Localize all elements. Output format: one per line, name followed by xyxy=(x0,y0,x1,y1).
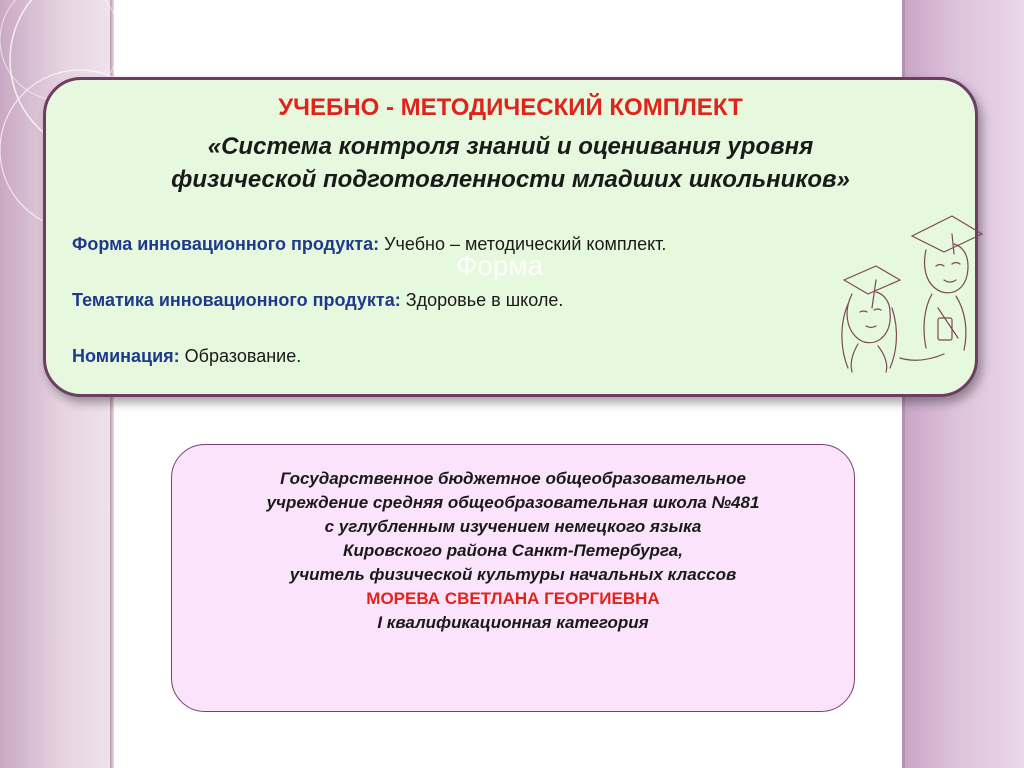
nomination-label: Номинация: xyxy=(72,346,180,366)
kit-subtitle-line1: «Система контроля знаний и оценивания уровня xyxy=(207,133,814,160)
school-line4: Кировского района Санкт-Петербурга, xyxy=(343,541,683,560)
school-line3: с углубленным изучением немецкого языка xyxy=(324,517,702,536)
product-theme-value: Здоровье в школе. xyxy=(405,290,564,310)
author-info-panel xyxy=(171,444,855,712)
watermark-text: Форма xyxy=(456,250,544,281)
graduate-children-sketch-icon xyxy=(834,208,984,373)
kit-subtitle xyxy=(46,130,975,196)
author-info-text xyxy=(172,467,854,635)
kit-subtitle-line2: физической подготовленности младших школьников» xyxy=(171,166,850,193)
nomination-row xyxy=(72,346,301,367)
kit-title: УЧЕБНО - МЕТОДИЧЕСКИЙ КОМПЛЕКТ xyxy=(278,94,743,121)
school-line1: Государственное бюджетное общеобразовательное xyxy=(280,469,746,488)
product-info-panel xyxy=(43,77,978,397)
school-line2: учреждение средняя общеобразовательная школа №481 xyxy=(266,493,760,512)
product-theme-label: Тематика инновационного продукта: xyxy=(72,290,401,310)
product-theme-row xyxy=(72,290,563,311)
teacher-position: учитель физической культуры начальных классов xyxy=(289,565,737,584)
product-form-row xyxy=(72,234,666,255)
product-form-value: Учебно – методический комплект. xyxy=(384,234,667,254)
author-name: МОРЕВА СВЕТЛАНА ГЕОРГИЕВНА xyxy=(366,589,660,608)
product-form-label: Форма инновационного продукта: xyxy=(72,234,380,254)
qualification-category: I квалификационная категория xyxy=(377,613,649,632)
nomination-value: Образование. xyxy=(184,346,302,366)
